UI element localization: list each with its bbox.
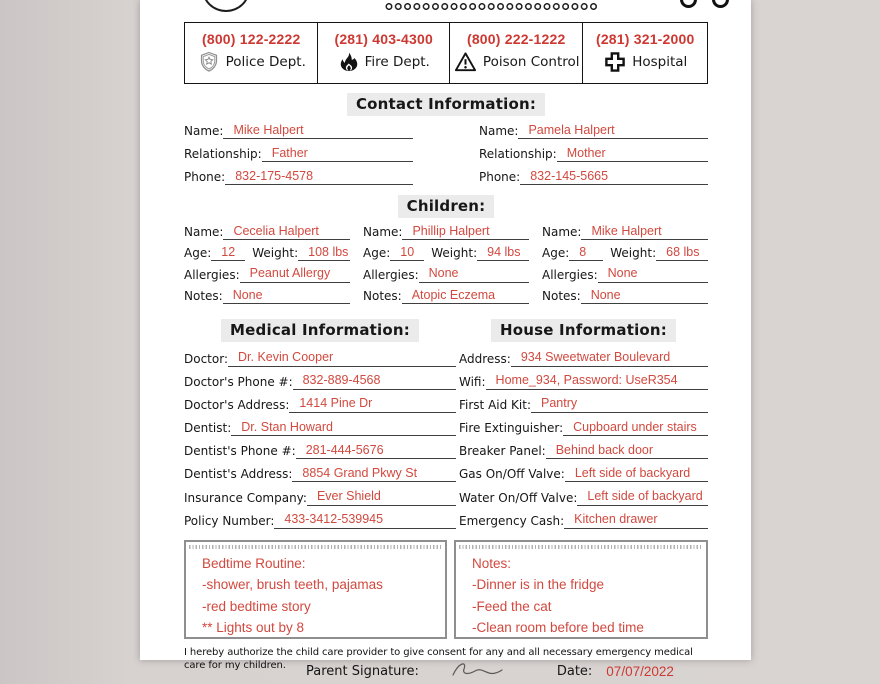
poison-label-row [453, 50, 580, 74]
fire-label-row [338, 50, 430, 74]
field-row [184, 123, 413, 139]
child-card-1 [184, 224, 350, 310]
child-card-2 [363, 224, 529, 310]
children-heading: Children: [398, 195, 495, 218]
authorization-text: I hereby authorize the child care provider to give consent for any and all necessary emergency medical care for my children. [184, 646, 693, 671]
contact-card-father [184, 123, 413, 192]
form-page [140, 0, 751, 679]
gas-valve-value: Left side of backyard [565, 466, 708, 482]
notes-line: -Dinner is in the fridge [472, 577, 605, 592]
field-row [479, 123, 708, 139]
fire-extinguisher-label: Fire Extinguisher: [459, 421, 564, 436]
weight-label: Weight: [252, 246, 299, 261]
wifi-value: Home_934, Password: UseR354 [486, 373, 708, 389]
field-row [184, 443, 456, 459]
field-row [459, 466, 708, 482]
gas-valve-label: Gas On/Off Valve: [459, 467, 565, 482]
house-heading-row [459, 319, 708, 342]
name-value: Pamela Halpert [518, 123, 708, 139]
field-row [184, 288, 350, 304]
parent-signature-label: Parent Signature: [306, 664, 419, 679]
cutoff-glyph-decoration [712, 0, 729, 8]
phone-value: 832-175-4578 [225, 169, 413, 185]
date-label: Date: [556, 664, 593, 679]
field-row [363, 224, 529, 240]
field-row [542, 224, 708, 240]
field-row [184, 245, 350, 261]
form-content [184, 0, 708, 684]
children-heading-row [184, 195, 708, 218]
age-value: 8 [569, 245, 603, 261]
medical-information-heading: Medical Information: [221, 319, 419, 342]
policy-number-value: 433-3412-539945 [274, 512, 456, 528]
allergies-label: Allergies: [542, 267, 598, 282]
first-aid-kit-label: First Aid Kit: [459, 397, 531, 412]
dentist-address-label: Dentist's Address: [184, 467, 293, 482]
field-row [459, 396, 708, 412]
relationship-value: Mother [557, 146, 708, 162]
phone-label: Phone: [184, 170, 226, 185]
notes-value: None [223, 288, 350, 304]
field-row [184, 266, 350, 282]
emergency-cell-hospital [583, 23, 707, 83]
bedtime-line: -shower, brush teeth, pajamas [202, 577, 383, 592]
field-row [459, 489, 708, 505]
bedtime-line: ** Lights out by 8 [202, 620, 305, 635]
name-value: Phillip Halpert [402, 224, 529, 240]
age-label: Age: [184, 246, 212, 261]
house-information-column [459, 319, 708, 535]
emergency-numbers-box [184, 22, 708, 84]
weight-label: Weight: [610, 246, 657, 261]
emergency-cash-value: Kitchen drawer [564, 512, 708, 528]
phone-value: 832-145-5665 [520, 169, 708, 185]
house-information-heading: House Information: [491, 319, 676, 342]
medical-cross-icon [603, 50, 627, 74]
field-row [363, 245, 529, 261]
children-section [184, 224, 708, 310]
relationship-label: Relationship: [479, 147, 557, 162]
name-value: Mike Halpert [581, 224, 708, 240]
child-card-3 [542, 224, 708, 310]
notes-line: -Clean room before bed time [472, 620, 644, 635]
contact-information-heading: Contact Information: [347, 93, 545, 116]
field-row [542, 245, 708, 261]
emergency-cell-fire [318, 23, 450, 83]
notes-lines [456, 549, 706, 639]
field-row [459, 373, 708, 389]
allergies-value: None [419, 266, 529, 282]
dentist-address-value: 8854 Grand Pkwy St [292, 466, 456, 482]
breaker-panel-value: Behind back door [546, 443, 708, 459]
first-aid-kit-value: Pantry [531, 396, 708, 412]
field-row [184, 224, 350, 240]
name-label: Name: [479, 124, 519, 139]
field-row [363, 288, 529, 304]
bedtime-routine-box [184, 540, 447, 639]
field-row [542, 288, 708, 304]
notes-label: Notes: [363, 289, 402, 304]
phone-label: Phone: [479, 170, 521, 185]
doctor-phone-label: Doctor's Phone #: [184, 374, 293, 389]
name-value: Cecelia Halpert [223, 224, 350, 240]
notes-value: Atopic Eczema [402, 288, 529, 304]
relationship-value: Father [262, 146, 413, 162]
bedtime-routine-lines [186, 549, 445, 639]
dentist-label: Dentist: [184, 421, 232, 436]
hospital-phone: (281) 321-2000 [595, 31, 695, 47]
notes-boxes-row [184, 540, 708, 639]
allergies-value: None [598, 266, 708, 282]
fire-label: Fire Dept. [364, 54, 430, 70]
field-row [459, 512, 708, 528]
doctor-value: Dr. Kevin Cooper [228, 350, 456, 366]
name-value: Mike Halpert [223, 123, 413, 139]
allergies-label: Allergies: [363, 267, 419, 282]
age-label: Age: [363, 246, 391, 261]
doctor-address-value: 1414 Pine Dr [289, 396, 456, 412]
age-value: 12 [211, 245, 245, 261]
notes-box [454, 540, 708, 639]
age-label: Age: [542, 246, 570, 261]
field-row [184, 169, 413, 185]
weight-value: 94 lbs [477, 245, 529, 261]
water-valve-value: Left side of backyard [577, 489, 708, 505]
hospital-label: Hospital [632, 54, 688, 70]
contact-information-heading-row [184, 93, 708, 116]
weight-value: 108 lbs [298, 245, 350, 261]
field-row [459, 420, 708, 436]
emergency-cell-police [185, 23, 318, 83]
fire-phone: (281) 403-4300 [334, 31, 433, 47]
water-valve-label: Water On/Off Valve: [459, 490, 578, 505]
notes-value: None [581, 288, 708, 304]
field-row [363, 266, 529, 282]
poison-label: Poison Control [482, 54, 580, 70]
medical-house-section [184, 319, 708, 535]
allergies-label: Allergies: [184, 267, 240, 282]
notes-line: -Feed the cat [472, 598, 552, 614]
police-shield-icon [197, 50, 221, 74]
emergency-cash-label: Emergency Cash: [459, 513, 565, 528]
date-value: 07/07/2022 [606, 664, 674, 679]
police-label-row [197, 50, 306, 74]
name-label: Name: [184, 124, 224, 139]
bedtime-line: Bedtime Routine: [202, 555, 306, 571]
poison-phone: (800) 222-1222 [466, 31, 566, 47]
field-row [184, 146, 413, 162]
hospital-label-row [603, 50, 687, 74]
field-row [459, 443, 708, 459]
contact-card-mother [479, 123, 708, 192]
address-label: Address: [459, 351, 511, 366]
medical-heading-row [184, 319, 456, 342]
wifi-label: Wifi: [459, 374, 486, 389]
emergency-cell-poison [450, 23, 583, 83]
name-label: Name: [184, 225, 224, 239]
bedtime-line: -red bedtime story [202, 598, 311, 614]
name-label: Name: [363, 225, 403, 239]
field-row [542, 266, 708, 282]
relationship-label: Relationship: [184, 147, 262, 162]
insurance-value: Ever Shield [307, 489, 456, 505]
field-row [184, 466, 456, 482]
weight-label: Weight: [431, 246, 478, 261]
allergies-value: Peanut Allergy [240, 266, 350, 282]
doctor-phone-value: 832-889-4568 [293, 373, 456, 389]
notes-label: Notes: [542, 289, 581, 304]
dentist-value: Dr. Stan Howard [231, 420, 456, 436]
doctor-label: Doctor: [184, 351, 228, 366]
insurance-label: Insurance Company: [184, 490, 307, 505]
weight-value: 68 lbs [656, 245, 708, 261]
field-row [479, 146, 708, 162]
dentist-phone-label: Dentist's Phone #: [184, 444, 296, 459]
dentist-phone-value: 281-444-5676 [296, 443, 456, 459]
age-value: 10 [390, 245, 424, 261]
field-row [184, 396, 456, 412]
notes-line: Notes: [472, 555, 512, 571]
breaker-panel-label: Breaker Panel: [459, 444, 546, 459]
field-row [184, 350, 456, 366]
field-row [184, 512, 456, 528]
field-row [184, 489, 456, 505]
field-row [184, 373, 456, 389]
address-value: 934 Sweetwater Boulevard [511, 350, 708, 366]
contact-information-section [184, 123, 708, 192]
fire-extinguisher-value: Cupboard under stairs [563, 420, 708, 436]
policy-number-label: Policy Number: [184, 513, 275, 528]
field-row [459, 350, 708, 366]
flame-icon [338, 50, 360, 74]
warning-triangle-icon [453, 50, 478, 74]
signature-mark [449, 660, 505, 684]
field-row [184, 420, 456, 436]
police-label: Police Dept. [225, 54, 306, 70]
police-phone: (800) 122-2222 [201, 31, 301, 47]
name-label: Name: [542, 225, 582, 239]
field-row [479, 169, 708, 185]
notes-label: Notes: [184, 289, 223, 304]
doctor-address-label: Doctor's Address: [184, 397, 290, 412]
medical-information-column [184, 319, 456, 535]
